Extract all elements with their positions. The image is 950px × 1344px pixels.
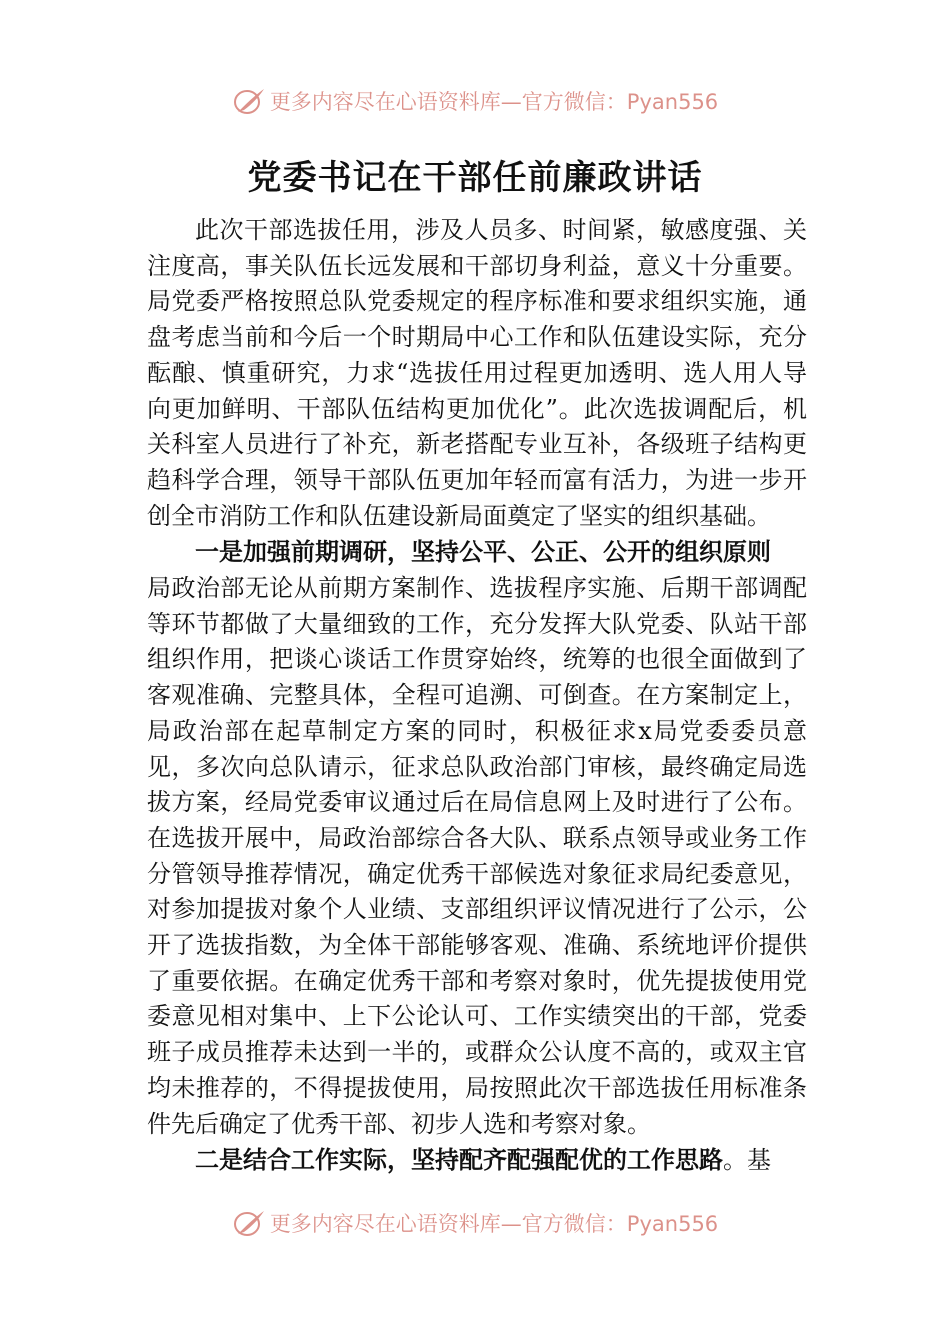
feather-logo-icon <box>232 86 266 116</box>
watermark-footer <box>0 1208 950 1238</box>
paragraph-section-1 <box>147 571 807 1142</box>
watermark-text: 更多内容尽在心语资料库—官方微信：Pyan556 <box>269 1212 719 1236</box>
feather-logo-icon <box>232 1208 266 1238</box>
paragraph-intro <box>147 213 807 534</box>
watermark-header <box>0 86 950 116</box>
document-title: 党委书记在干部任前廉政讲话 <box>247 158 703 198</box>
section-heading-text: 一是加强前期调研，坚持公平、公正、公开的组织原则 <box>195 537 771 567</box>
paragraph-text: 此次干部选拔任用，涉及人员多、时间紧，敏感度强、关注度高，事关队伍长远发展和干部切身利益，意义十分重要。局党委严格按照总队党委规定的程序标准和要求组织实施，通盘考虑当前和今后一个时期局中心工作和队伍建设实际，充分酝酿、慎重研究，力求“选拔任用过程更加透明、选人用人导向更加鲜明、干部队伍结构更加优化”。此次选拔调配后，机关科室人员进行了补充，新老搭配专业互补，各级班子结构更趋科学合理，领导干部队伍更加年轻而富有活力，为进一步开创全市消防工作和队伍建设新局面奠定了坚实的组织基础。 <box>147 216 807 530</box>
watermark-text: 更多内容尽在心语资料库—官方微信：Pyan556 <box>269 90 719 114</box>
paragraph-text: 。基 <box>723 1146 771 1175</box>
paragraph-text: 局政治部无论从前期方案制作、选拔程序实施、后期干部调配等环节都做了大量细致的工作，充分发挥大队党委、队站干部组织作用，把谈心谈话工作贯穿始终，统筹的也很全面做到了客观准确、完整具体，全程可追溯、可倒查。在方案制定上，局政治部在起草制定方案的同时，积极征求x局党委委员意见，多次向总队请示，征求总队政治部门审核，最终确定局选拔方案，经局党委审议通过后在局信息网上及时进行了公布。在选拔开展中，局政治部综合各大队、联系点领导或业务工作分管领导推荐情况，确定优秀干部候选对象征求局纪委意见，对参加提拔对象个人业绩、支部组织评议情况进行了公示，公开了选拔指数，为全体干部能够客观、准确、系统地评价提供了重要依据。在确定优秀干部和考察对象时，优先提拔使用党委意见相对集中、上下公论认可、工作实绩突出的干部，党委班子成员推荐未达到一半的，或群众公认度不高的，或双主官均未推荐的，不得提拔使用，局按照此次干部选拔任用标准条件先后确定了优秀干部、初步人选和考察对象。 <box>147 574 807 1138</box>
section-heading-2 <box>147 1142 807 1179</box>
document-body <box>147 213 807 1179</box>
section-heading-text: 二是结合工作实际，坚持配齐配强配优的工作思路 <box>195 1145 723 1175</box>
section-heading-1 <box>147 534 807 571</box>
